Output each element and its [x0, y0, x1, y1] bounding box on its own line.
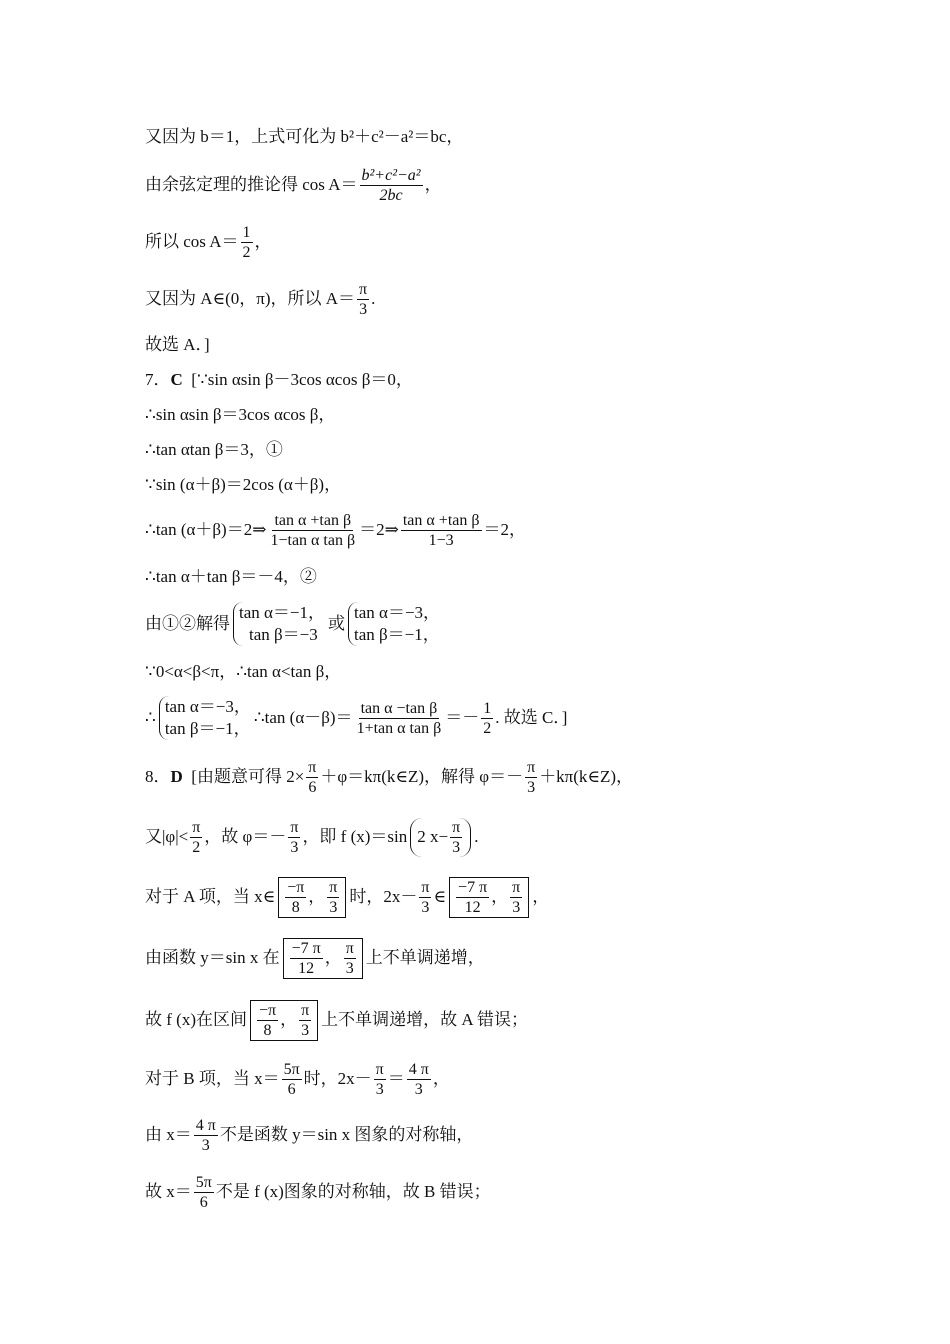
fraction: $\frac{1}{2}$	[483, 699, 492, 737]
text: 故 f (x)在区间	[145, 1010, 247, 1029]
text: ∵0<α<β<π，∴tan α<tan β，	[145, 662, 342, 681]
equation-system: tan α＝−1， tan β＝−3	[233, 602, 325, 646]
text-line	[145, 162, 442, 208]
text-line	[145, 1057, 450, 1101]
text: 或	[328, 614, 346, 633]
fraction: $\frac{\text{tan α +tan β}}{\text{1−tan α tan β}}$	[270, 511, 356, 549]
text: 上不单调递增，	[365, 948, 485, 967]
fraction: $\frac{\pi}{3}$	[359, 280, 368, 318]
fraction: $\frac{4 \pi}{3}$	[408, 1060, 429, 1098]
question-number: 8．	[145, 767, 171, 786]
text: ＝2，	[483, 520, 526, 539]
text: ＋φ＝kπ(k∈Z)，解得 φ＝－	[320, 767, 524, 786]
question-number: 7．	[145, 370, 171, 389]
text: ∴tan αtan β＝3，①	[145, 440, 283, 459]
interval: $\frac{-7 \pi}{12}$ ， $\frac{\pi}{3}$	[283, 938, 363, 979]
text: 上不单调递增，故 A 错误；	[321, 1010, 529, 1029]
text: 不是函数 y＝sin x 图象的对称轴，	[219, 1125, 474, 1144]
text-line	[145, 404, 335, 426]
text: 故选 A．]	[145, 335, 210, 354]
text: ∴tan α＋tan β＝－4，②	[145, 567, 317, 586]
text: 由①②解得	[145, 614, 230, 633]
fraction: $\frac{\pi}{3}$	[527, 758, 536, 796]
text: ∴tan (α－β)＝	[253, 708, 353, 727]
text: 时，2x－	[349, 887, 418, 906]
fraction: $\frac{\pi}{6}$	[308, 758, 317, 796]
fraction: $\frac{1}{2}$	[242, 223, 251, 261]
text: ，故 φ＝－	[204, 827, 287, 846]
text: ∈	[433, 887, 447, 906]
text: 故 x＝	[145, 1182, 192, 1201]
fraction: $\frac{\pi}{3}$	[290, 818, 299, 856]
text: 又因为 b＝1，上式可化为 b²＋c²－a²＝bc，	[145, 127, 464, 146]
text: 不是 f (x)图象的对称轴，故 B 错误；	[215, 1182, 491, 1201]
text: 由余弦定理的推论得 cos A＝	[145, 175, 358, 194]
text-line	[145, 369, 413, 391]
fraction: $\frac{5\pi}{6}$	[283, 1060, 300, 1098]
text: 时，2x－	[303, 1069, 372, 1088]
text: ∴tan (α＋β)＝2⇒	[145, 520, 267, 539]
text-line	[145, 1113, 473, 1157]
text-line	[145, 277, 375, 321]
fraction: $\frac{\pi}{2}$	[192, 818, 201, 856]
text: ∵sin (α＋β)＝2cos (α＋β)，	[145, 475, 342, 494]
text: 又|φ|<	[145, 827, 189, 846]
text: ＝2⇒	[359, 520, 399, 539]
answer-label: C	[170, 370, 183, 389]
text-line	[145, 126, 463, 148]
interval: $\frac{-7 \pi}{12}$ ， $\frac{\pi}{3}$	[449, 877, 529, 918]
text: ，	[254, 232, 272, 251]
text: .	[371, 289, 376, 308]
text: ，	[424, 175, 442, 194]
text-line	[145, 874, 549, 920]
text: ∴sin αsin β＝3cos αcos β，	[145, 405, 336, 424]
text: ＝－	[445, 708, 480, 727]
equation-system: tan α＝−3， tan β＝−1，	[159, 696, 251, 740]
interval: $\frac{-\pi}{8}$ ， $\frac{\pi}{3}$	[250, 1000, 318, 1041]
text-line	[145, 507, 526, 553]
interval: $\frac{-\pi}{8}$ ， $\frac{\pi}{3}$	[278, 877, 346, 918]
text: ，	[432, 1069, 450, 1088]
fraction: $\frac{4 \pi}{3}$	[195, 1116, 216, 1154]
text: 对于 A 项，当 x∈	[145, 887, 276, 906]
text: . 故选 C．]	[495, 708, 568, 727]
text-line	[145, 661, 341, 683]
text: 由函数 y＝sin x 在	[145, 948, 280, 967]
fraction: $\frac{\pi}{3}$	[452, 818, 461, 856]
text: [由题意可得 2×	[182, 767, 305, 786]
text-line	[145, 755, 633, 799]
text-line	[145, 566, 317, 588]
text: 对于 B 项，当 x＝	[145, 1069, 280, 1088]
text-line	[145, 694, 567, 742]
text-line	[145, 935, 485, 981]
text-line	[145, 997, 528, 1043]
fraction: $\frac{\pi}{3}$	[421, 878, 430, 916]
text: .	[474, 827, 479, 846]
text: 所以 cos A＝	[145, 232, 239, 251]
text-line	[145, 474, 341, 496]
fraction: $\frac{5\pi}{6}$	[195, 1173, 212, 1211]
text: 由 x＝	[145, 1125, 192, 1144]
fraction: $\frac{\text{b²+c²−a²}}{2bc}$	[361, 166, 421, 204]
fraction: $\frac{\text{tan α +tan β}}{1-3}$	[402, 511, 480, 549]
text: ＝	[387, 1069, 405, 1088]
text-line	[145, 1170, 491, 1214]
text: ，即 f (x)＝sin	[302, 827, 408, 846]
answer-label: D	[170, 767, 183, 786]
text: ，	[532, 887, 550, 906]
fraction: $\frac{\pi}{3}$	[375, 1060, 384, 1098]
text-line	[145, 439, 283, 461]
parenthesized-expression: 2 x− $\frac{\pi}{3}$	[410, 818, 471, 857]
text: [∵sin αsin β－3cos αcos β＝0，	[182, 370, 413, 389]
text: ＋kπ(k∈Z)，	[539, 767, 634, 786]
equation-system: tan α＝−3， tan β＝−1，	[348, 602, 440, 646]
text-line	[145, 334, 210, 356]
text: ∴	[145, 708, 156, 727]
text-line	[145, 814, 478, 860]
text-line	[145, 600, 443, 648]
text: 又因为 A∈(0，π)，所以 A＝	[145, 289, 356, 308]
text-line	[145, 220, 272, 264]
fraction: $\frac{\text{tan α −tan β}}{\text{1+tan α tan β}}$	[356, 699, 442, 737]
